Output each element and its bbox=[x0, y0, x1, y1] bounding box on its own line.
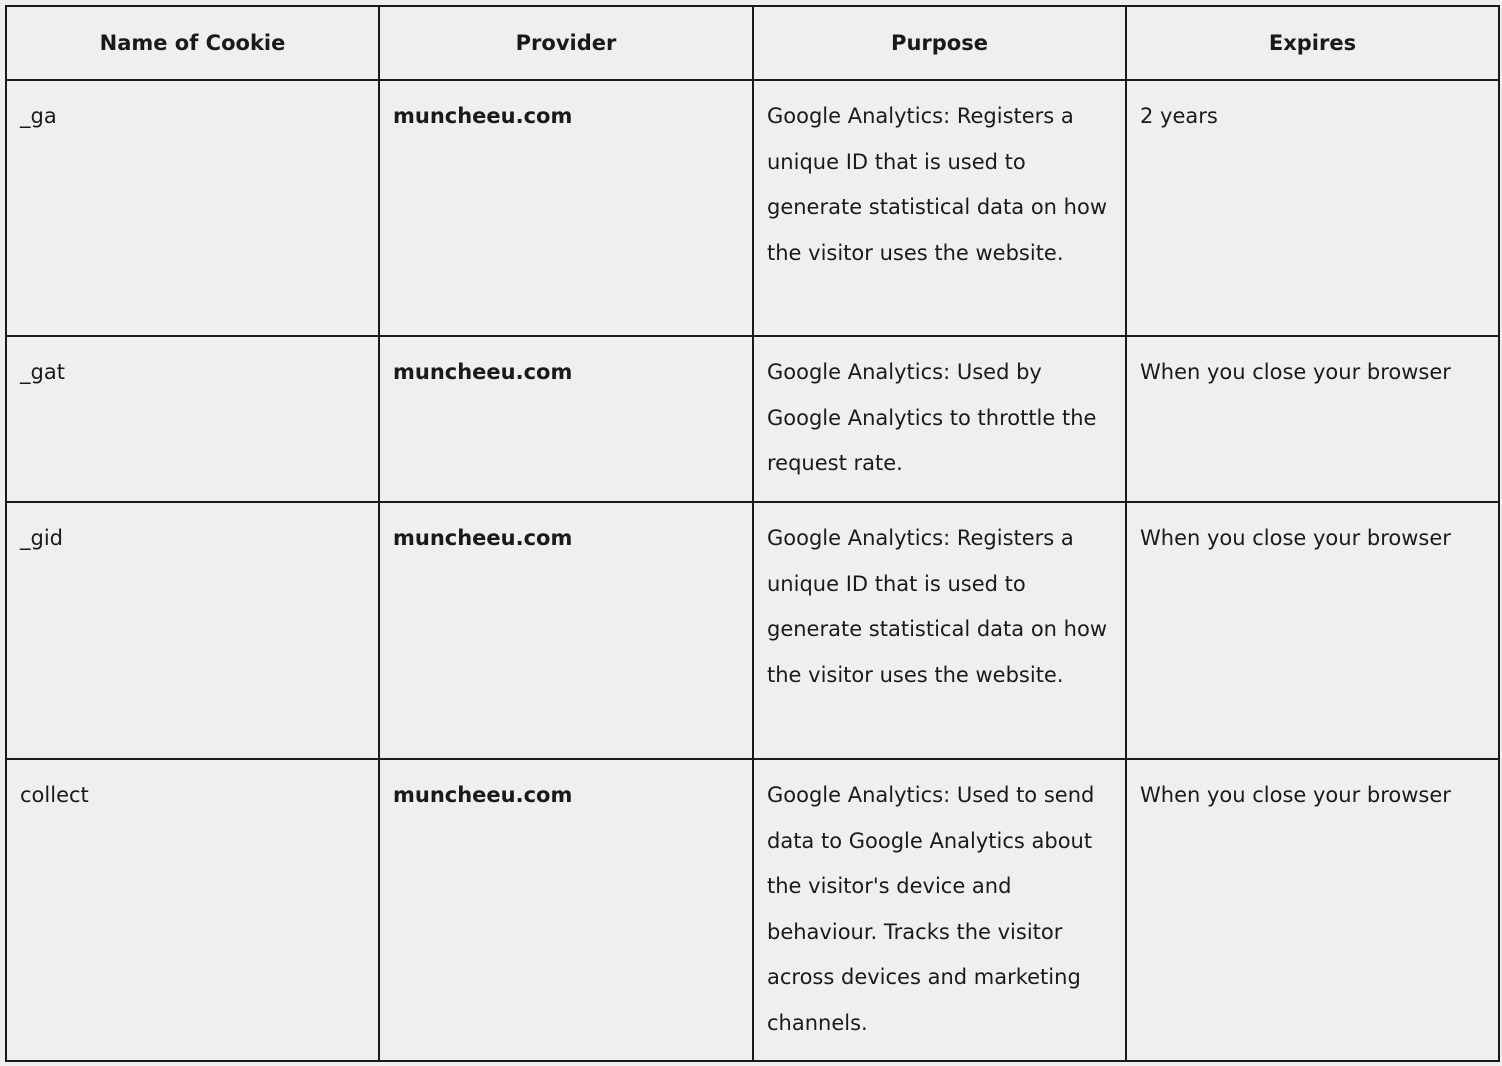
table-row bbox=[6, 502, 1499, 759]
table-row bbox=[6, 759, 1499, 1061]
cookie-expires-cell: When you close your browser bbox=[1126, 502, 1499, 759]
cookie-purpose-cell: Google Analytics: Registers a unique ID that is used to generate statistical data on how the visitor uses the website. bbox=[753, 80, 1126, 336]
cookie-provider-cell: muncheeu.com bbox=[379, 336, 753, 502]
cookie-expires-cell: 2 years bbox=[1126, 80, 1499, 336]
table-header-row bbox=[6, 6, 1499, 80]
cookie-purpose-cell: Google Analytics: Registers a unique ID that is used to generate statistical data on how the visitor uses the website. bbox=[753, 502, 1126, 759]
cookie-table bbox=[5, 5, 1500, 1062]
cookie-provider-cell: muncheeu.com bbox=[379, 759, 753, 1061]
cookie-provider-cell: muncheeu.com bbox=[379, 80, 753, 336]
cookie-purpose-cell: Google Analytics: Used by Google Analytics to throttle the request rate. bbox=[753, 336, 1126, 502]
header-purpose: Purpose bbox=[753, 6, 1126, 80]
table-row bbox=[6, 336, 1499, 502]
cookie-table-container bbox=[5, 5, 1500, 1062]
cookie-provider-cell: muncheeu.com bbox=[379, 502, 753, 759]
header-name-of-cookie: Name of Cookie bbox=[6, 6, 379, 80]
cookie-expires-cell: When you close your browser bbox=[1126, 759, 1499, 1061]
cookie-name-cell: _gid bbox=[6, 502, 379, 759]
cookie-purpose-cell: Google Analytics: Used to send data to Google Analytics about the visitor's device and behaviour. Tracks the visitor across devices and marketing channels. bbox=[753, 759, 1126, 1061]
header-provider: Provider bbox=[379, 6, 753, 80]
cookie-expires-cell: When you close your browser bbox=[1126, 336, 1499, 502]
table-row bbox=[6, 80, 1499, 336]
cookie-name-cell: _ga bbox=[6, 80, 379, 336]
cookie-name-cell: collect bbox=[6, 759, 379, 1061]
cookie-name-cell: _gat bbox=[6, 336, 379, 502]
header-expires: Expires bbox=[1126, 6, 1499, 80]
